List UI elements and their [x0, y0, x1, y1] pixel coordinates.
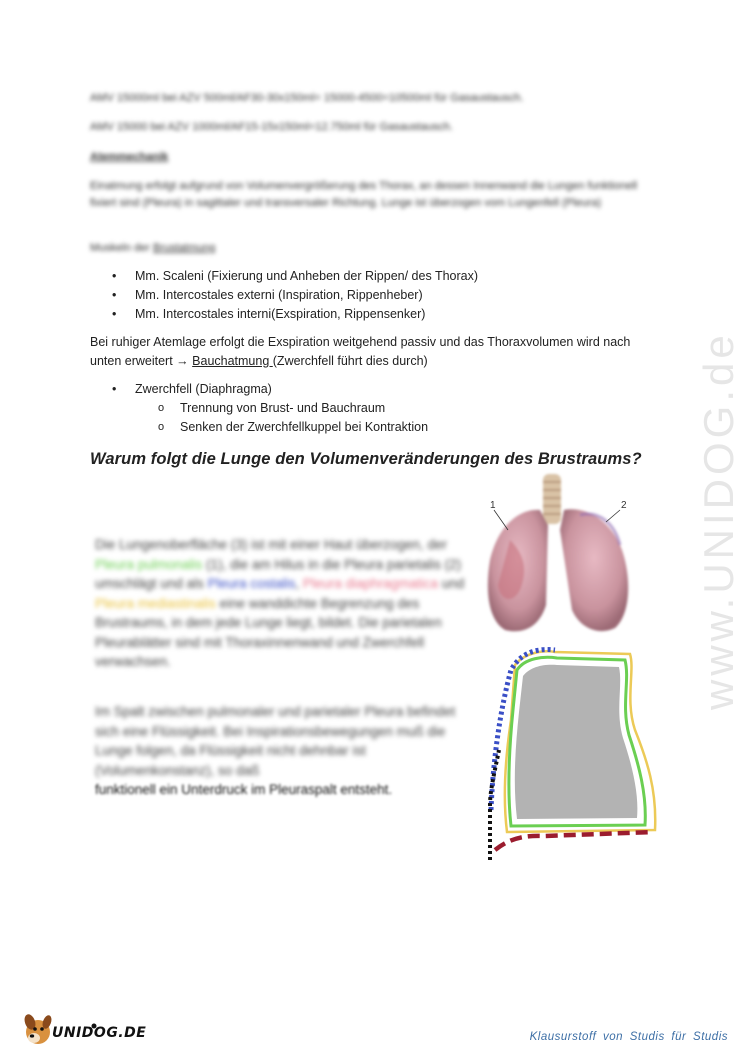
bullet-icon: • — [112, 307, 117, 321]
right-lung-shape — [560, 509, 628, 631]
intro-paragraph: Einatmung erfolgt aufgrund von Volumenvergrößerung des Thorax, an dessen Innenwand die Lungen funktionell fixiert sind (Pleura) in sagittaler und transversaler Richtung. Lunge ist überzogen vom Lungenfell (Pleura) — [90, 180, 638, 209]
breathing-paragraph — [90, 333, 665, 371]
list-item-text: Zwerchfell (Diaphragma) — [135, 382, 272, 396]
bullet-icon: • — [112, 288, 117, 302]
lung-area — [515, 665, 638, 819]
arrow-icon: → — [176, 354, 189, 368]
pleura-pulmonalis-term: Pleura pulmonalis — [95, 556, 203, 572]
circle-bullet-icon: o — [158, 402, 165, 414]
pleura-paragraph-2: Im Spalt zwischen pulmonaler und parietaler Pleura befindet sich eine Flüssigkeit. Bei Inspirationsbewegungen muß die Lunge folgen, da Flüssigkeit nicht dehnbar ist (Volumenkonstanz), so daß — [95, 704, 456, 778]
list-item — [90, 399, 428, 418]
list-item-text: Senken der Zwerchfellkuppel bei Kontraktion — [180, 420, 429, 434]
para-text: Die Lungenoberfläche (3) ist mit einer Haut überzogen, der — [95, 537, 447, 552]
pleura-diaphragmatica-term: Pleura diaphragmatica — [302, 576, 438, 591]
zwerchfell-list — [90, 380, 272, 399]
muscle-list — [90, 267, 478, 324]
list-item-text: Mm. Scaleni (Fixierung und Anheben der Rippen/ des Thorax) — [135, 269, 479, 283]
lungs-illustration — [480, 470, 650, 640]
list-item — [90, 305, 478, 324]
para-text: (1), die am Hilus in die Pleura parietalis (2) umschlägt und als — [95, 556, 462, 591]
list-item — [90, 418, 428, 437]
breathing-line-1: Bei ruhiger Atemlage erfolgt die Exspiration weitgehend passiv und das Thoraxvolumen wird nach — [90, 335, 631, 349]
pleura-costalis-term: Pleura costalis — [207, 576, 296, 591]
list-item — [90, 286, 478, 305]
breathing-line-2-prefix: unten erweitert — [90, 354, 177, 368]
breathing-line-2-suffix: (Zwerchfell führt dies durch) — [272, 354, 428, 368]
circle-bullet-icon: o — [158, 421, 165, 433]
pleura-diaphragmatica-line — [495, 832, 653, 850]
list-item — [90, 267, 478, 286]
figure-heading: Warum folgt die Lunge den Volumenveränderungen des Brustraums? — [90, 450, 642, 468]
list-item — [90, 380, 272, 399]
bullet-icon: • — [112, 382, 117, 396]
figure-label-2: 2 — [621, 500, 627, 511]
list-item-text: Mm. Intercostales externi (Inspiration, Rippenheber) — [135, 288, 423, 302]
muscles-label-link: Brustatmung — [152, 242, 216, 254]
list-item-text: Mm. Intercostales interni(Exspiration, Rippensenker) — [135, 307, 426, 321]
pleura-schematic — [485, 640, 665, 870]
pleura-paragraph-1 — [95, 535, 480, 672]
para-text: eine wanddichte Begrenzung des Brustraums, in dem jede Lunge liegt, bildet. Die parietalen Pleurablätter sind mit Thoraxinnenwand und Zwerchfell verwachsen. — [95, 595, 442, 669]
footer-tagline: Klausurstoff von Studis für Studis — [529, 1031, 728, 1043]
logo-text: UNIDOG.DE — [52, 1025, 147, 1041]
calc-line-2: AMV 15000 bei AZV 1000ml/AF15-15x150ml=12.750ml für Gasaustausch. — [90, 121, 453, 133]
pleura-paragraph-2-last: funktionell ein Unterdruck im Pleuraspalt entsteht. — [95, 782, 393, 797]
bauchatmung-link: Bauchatmung — [192, 354, 273, 368]
para-text: und — [437, 576, 465, 591]
pleura-mediastinalis-term: Pleura mediastinalis — [95, 595, 216, 611]
muscles-label-prefix: Muskeln der — [90, 242, 153, 254]
section-title: Atemmechanik — [90, 151, 169, 163]
watermark-text: www.UNIDOG.de — [695, 331, 742, 710]
bullet-icon: • — [112, 269, 117, 283]
para-text: , — [295, 576, 303, 591]
figure-label-1: 1 — [490, 500, 496, 511]
calc-line-1: AMV 15000ml bei AZV 500ml/AF30-30x150ml= 15000-4500=10500ml für Gasaustausch. — [90, 92, 524, 104]
zwerchfell-sub-list — [90, 399, 428, 437]
muscles-label — [90, 240, 660, 257]
list-item-text: Trennung von Brust- und Bauchraum — [180, 401, 386, 415]
